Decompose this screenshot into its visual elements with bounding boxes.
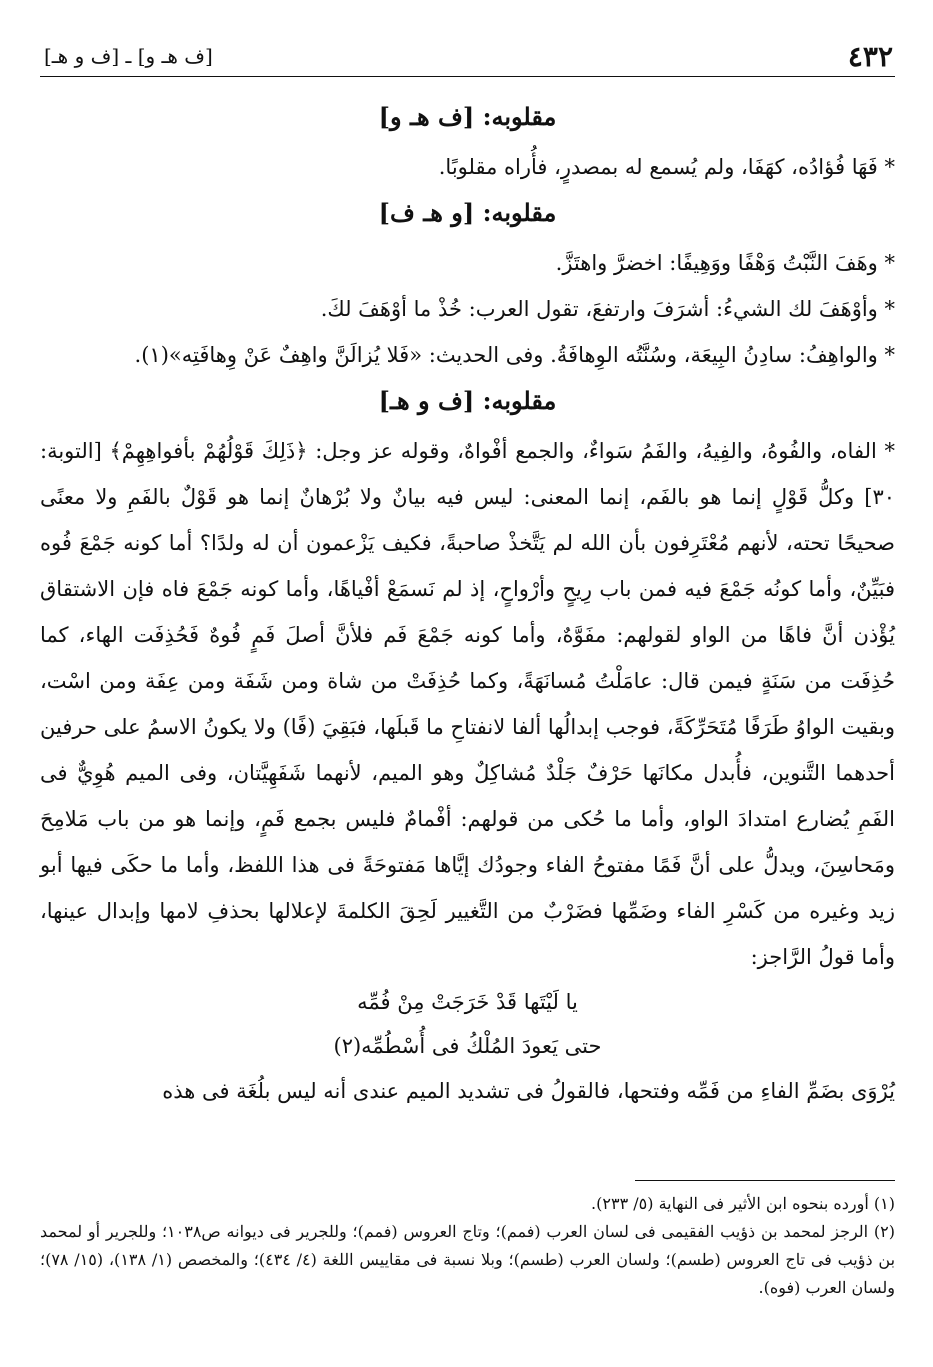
entry-paragraph: * وهَفَ النَّبْتُ وَهْفًا ووَهِيفًا: اخضرَّ واهتَزَّ.	[555, 251, 895, 275]
entry-paragraph: يُرْوَى بضَمِّ الفاءِ من فَمِّه وفتحها، فالقولُ فى تشديد الميم عندى أنه ليس بلُغَة فى هذه	[162, 1079, 895, 1103]
footnote: (١) أورده بنحوه ابن الأثير فى النهاية (٥/ ٢٣٣).	[591, 1194, 895, 1213]
verse-line: حتى يَعودَ المُلْكُ فى أُسْطُمِّه(٢)	[333, 1034, 602, 1058]
footnote: (٢) الرجز لمحمد بن ذؤيب الفقيمى فى لسان العرب (فمم)؛ وتاج العروس (فمم)؛ وللجرير فى ديوانه ص١٠٣٨؛ وللجرير أو لمحمد بن ذؤيب فى تاج العروس (طسم)؛ ولسان العرب (طسم)؛ وبلا نسبة فى مقاييس اللغة (٤/ ٤٣٤)؛ والمخصص (١/ ١٣٨)، (١٥/ ٧٨)؛ ولسان العرب (فوه).	[40, 1222, 896, 1297]
document-page	[40, 38, 895, 1338]
section-heading: مقلوبه: [و هـ ف]	[378, 198, 557, 227]
entry-paragraph: * الفاه، والفُوهُ، والفِيهُ، والفَمُ سَواءٌ، والجمع أفْواهٌ، وقوله عز وجل: ﴿ذَلِكَ قَوْلُهُمْ بأفواهِهِمْ﴾ [التوبة: ٣٠] وكلُّ قَوْلٍ إنما هو بالفَم، إنما المعنى: ليس فيه بيانٌ ولا بُرْهانٌ إنما هو قَوْلٌ بالفَمِ ولا معنًى صحيحًا تحته، لأنهم مُعْتَرِفون بأن الله لم يَتَّخذْ صاحبةً، فكيف يَزْعمون أن له ولدًا؟ أما كونه جَمْعَ فُوه فبَيِّنٌ، وأما كونُه جَمْعَ فيه فمن باب رِيحٍ وأرْواحٍ، إذ لم نَسمَعْ أفْياهًا، وأما كونه جَمْعَ فاه فإن الاشتقاق يُؤْذن أنَّ فاهًا من الواو لقولهم: مفَوَّهٌ، وأما كونه جَمْعَ فَم فلأنَّ أصلَ فَمٍ فُوهٌ فَحُذِفَت الهاء، كما حُذِفَت من سَنَةٍ فيمن قال: عامَلْتُ مُسانَهَةً، وكما حُذِفَتْ من شاة ومن شَفَة ومن عِفَة ومن اسْت، وبقيت الواوُ طَرَفًا مُتَحَرِّكَةً، فوجب إبدالُها ألفا لانفتاحِ ما قَبلَها، فبَقِيَ (فًا) ولا يكونُ الاسمُ على حرفين أحدهما التَّنوين، فأُبدل مكانَها حَرْفٌ جَلْدٌ مُشاكِلٌ وهو الميم، لأنهما شَفَهِيَّتان، وفى الميم هُوِيٌّ فى الفَمِ يُضارع امتدادَ الواو، وأما ما حُكى من قولهم: أفْمامٌ فليس بجمع فَمٍ، وإنما هو من باب مَلامِحَ ومَحاسِنَ، ويدلُّ على أنَّ فَمًا مفتوحُ الفاء وجودُك إيَّاها مَفتوحَةً فى هذا اللفظ، وأما ما حكَى فيها أبو زيد وغيره من كَسْرِ الفاء وضَمِّها فضَرْبٌ من التَّغيير لَحِقَ الكلمةَ لإعلالها بحذفِ لامها وإبدال عينها، وأما قولُ الرَّاجز:	[40, 439, 895, 969]
running-title: [ف هـ و] ـ [ف و هـ]	[44, 44, 213, 68]
entry-paragraph: * وأوْهَفَ لك الشيءُ: أشرَفَ وارتفعَ، تقول العرب: خُذْ ما أوْهَفَ لكَ.	[320, 297, 895, 321]
footnote-rule	[635, 1180, 895, 1181]
page-body	[40, 94, 895, 1114]
footnotes	[40, 1190, 895, 1302]
page-header	[40, 38, 895, 72]
verse-line: يا لَيْتَها قَدْ خَرَجَتْ مِنْ فُمِّه	[357, 990, 578, 1014]
section-heading: مقلوبه: [ف و هـ]	[378, 386, 557, 415]
section-heading: مقلوبه: [ف هـ و]	[378, 102, 557, 131]
header-rule	[40, 76, 895, 77]
entry-paragraph: * والواهِفُ: سادِنُ البِيعَة، وسُنَّتُه الوِهافَةُ. وفى الحديث: «فَلا يُزالَنَّ واهِفٌ عَنْ وِهافَتِه»(١).	[134, 343, 895, 367]
page-number: ٤٣٢	[847, 40, 893, 73]
entry-paragraph: * فَهَا فُؤادُه، كهَفَا، ولم يُسمع له بمصدرٍ، فأُراه مقلوبًا.	[438, 155, 895, 179]
